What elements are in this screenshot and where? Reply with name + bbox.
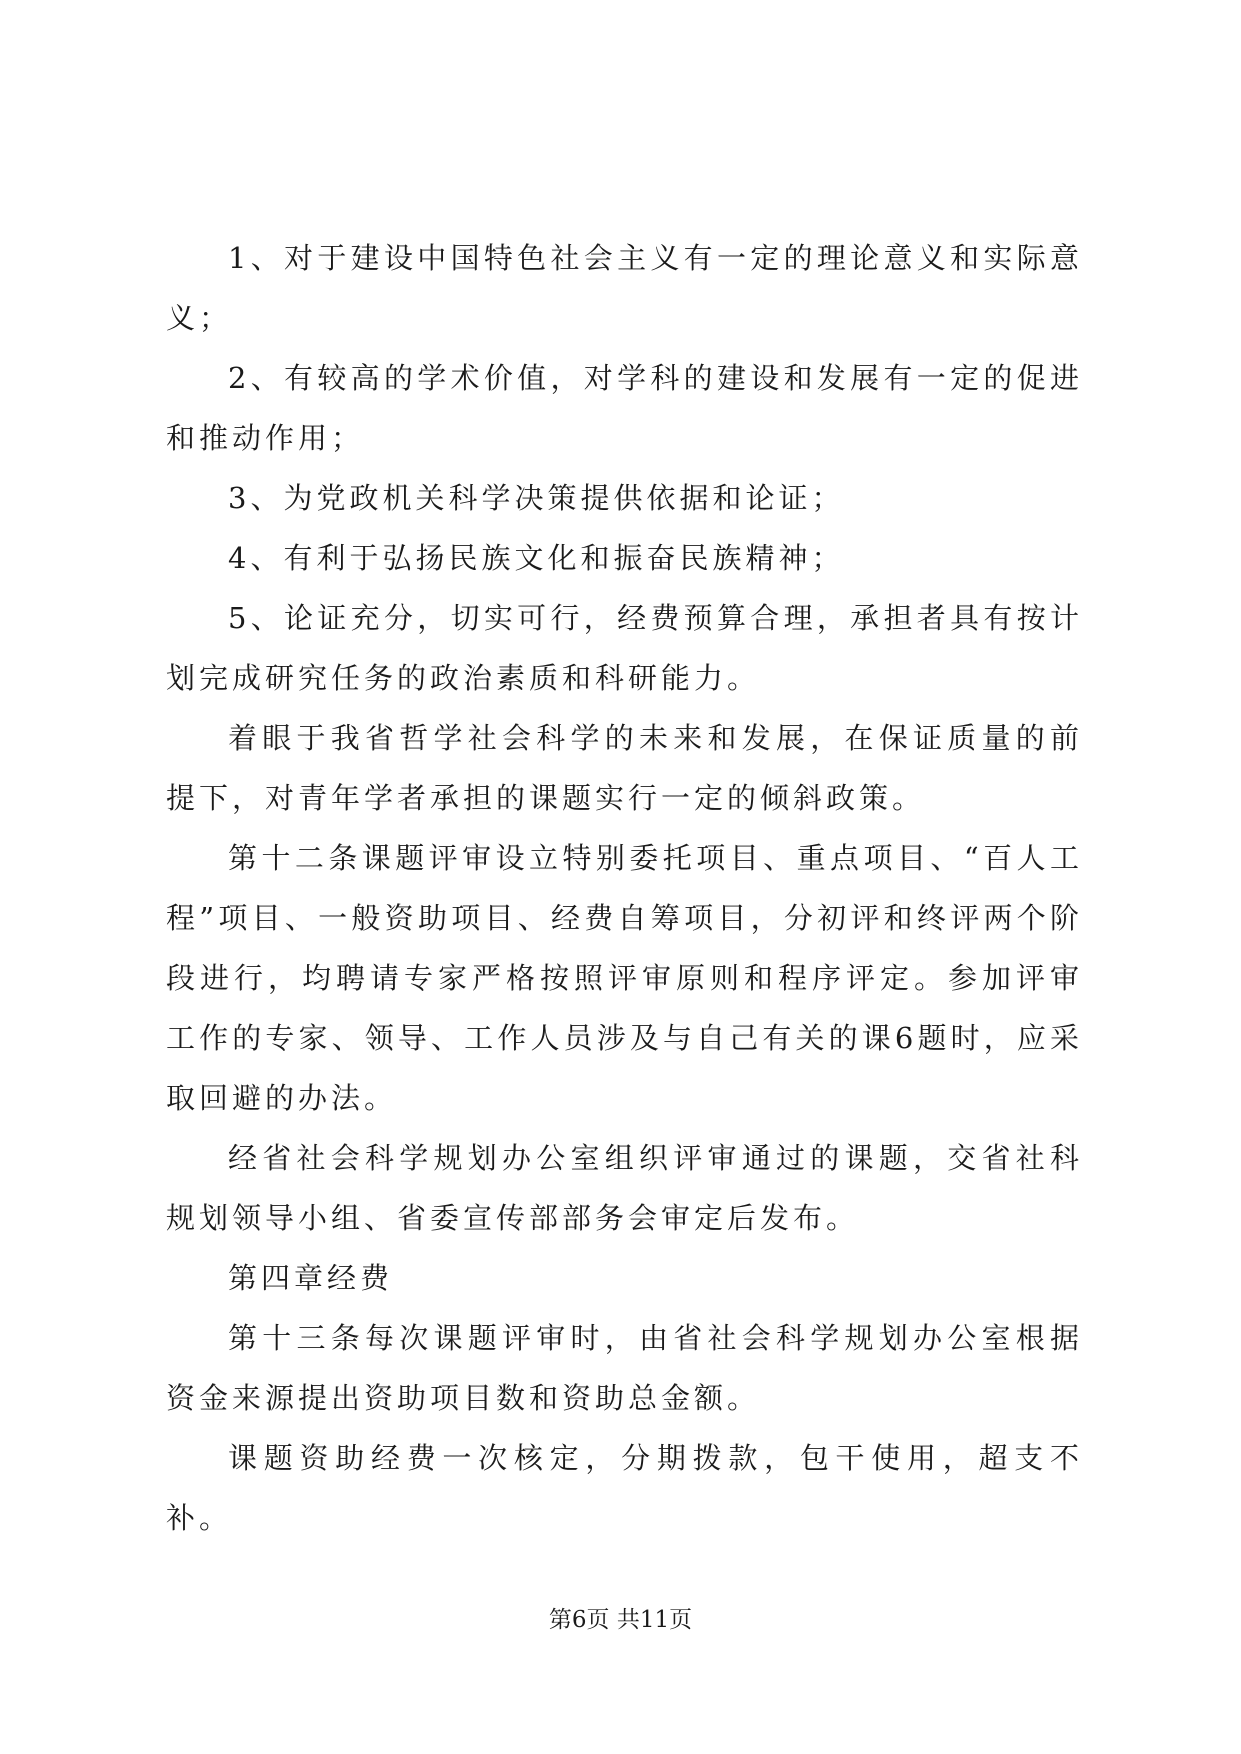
paragraph-criterion-1: 1、对于建设中国特色社会主义有一定的理论意义和实际意义； <box>166 241 1083 335</box>
paragraph-article-12: 第十二条课题评审设立特别委托项目、重点项目、“百人工程”项目、一般资助项目、经费自筹项目，分初评和终评两个阶段进行，均聘请专家严格按照评审原则和程序评定。参加评审工作的专家、领导、工作人员涉及与自己有关的课6题时，应采取回避的办法。 <box>166 841 1083 1115</box>
paragraph-criterion-3: 3、为党政机关科学决策提供依据和论证； <box>228 481 845 515</box>
paragraph-approval: 经省社会科学规划办公室组织评审通过的课题，交省社科规划领导小组、省委宣传部部务会审定后发布。 <box>166 1141 1083 1235</box>
paragraph-youth-policy: 着眼于我省哲学社会科学的未来和发展，在保证质量的前提下，对青年学者承担的课题实行一定的倾斜政策。 <box>166 721 1083 815</box>
paragraph-criterion-4: 4、有利于弘扬民族文化和振奋民族精神； <box>228 541 845 575</box>
chapter-heading-funding: 第四章经费 <box>228 1261 394 1295</box>
paragraph-criterion-2: 2、有较高的学术价值，对学科的建设和发展有一定的促进和推动作用； <box>166 361 1083 455</box>
paragraph-funding-rules: 课题资助经费一次核定，分期拨款，包干使用，超支不补。 <box>166 1441 1083 1535</box>
paragraph-article-13: 第十三条每次课题评审时，由省社会科学规划办公室根据资金来源提出资助项目数和资助总金额。 <box>166 1321 1083 1415</box>
document-body <box>166 228 1083 1548</box>
page-number-footer: 第6页 共11页 <box>548 1607 693 1633</box>
paragraph-criterion-5: 5、论证充分，切实可行，经费预算合理，承担者具有按计划完成研究任务的政治素质和科研能力。 <box>166 601 1083 695</box>
